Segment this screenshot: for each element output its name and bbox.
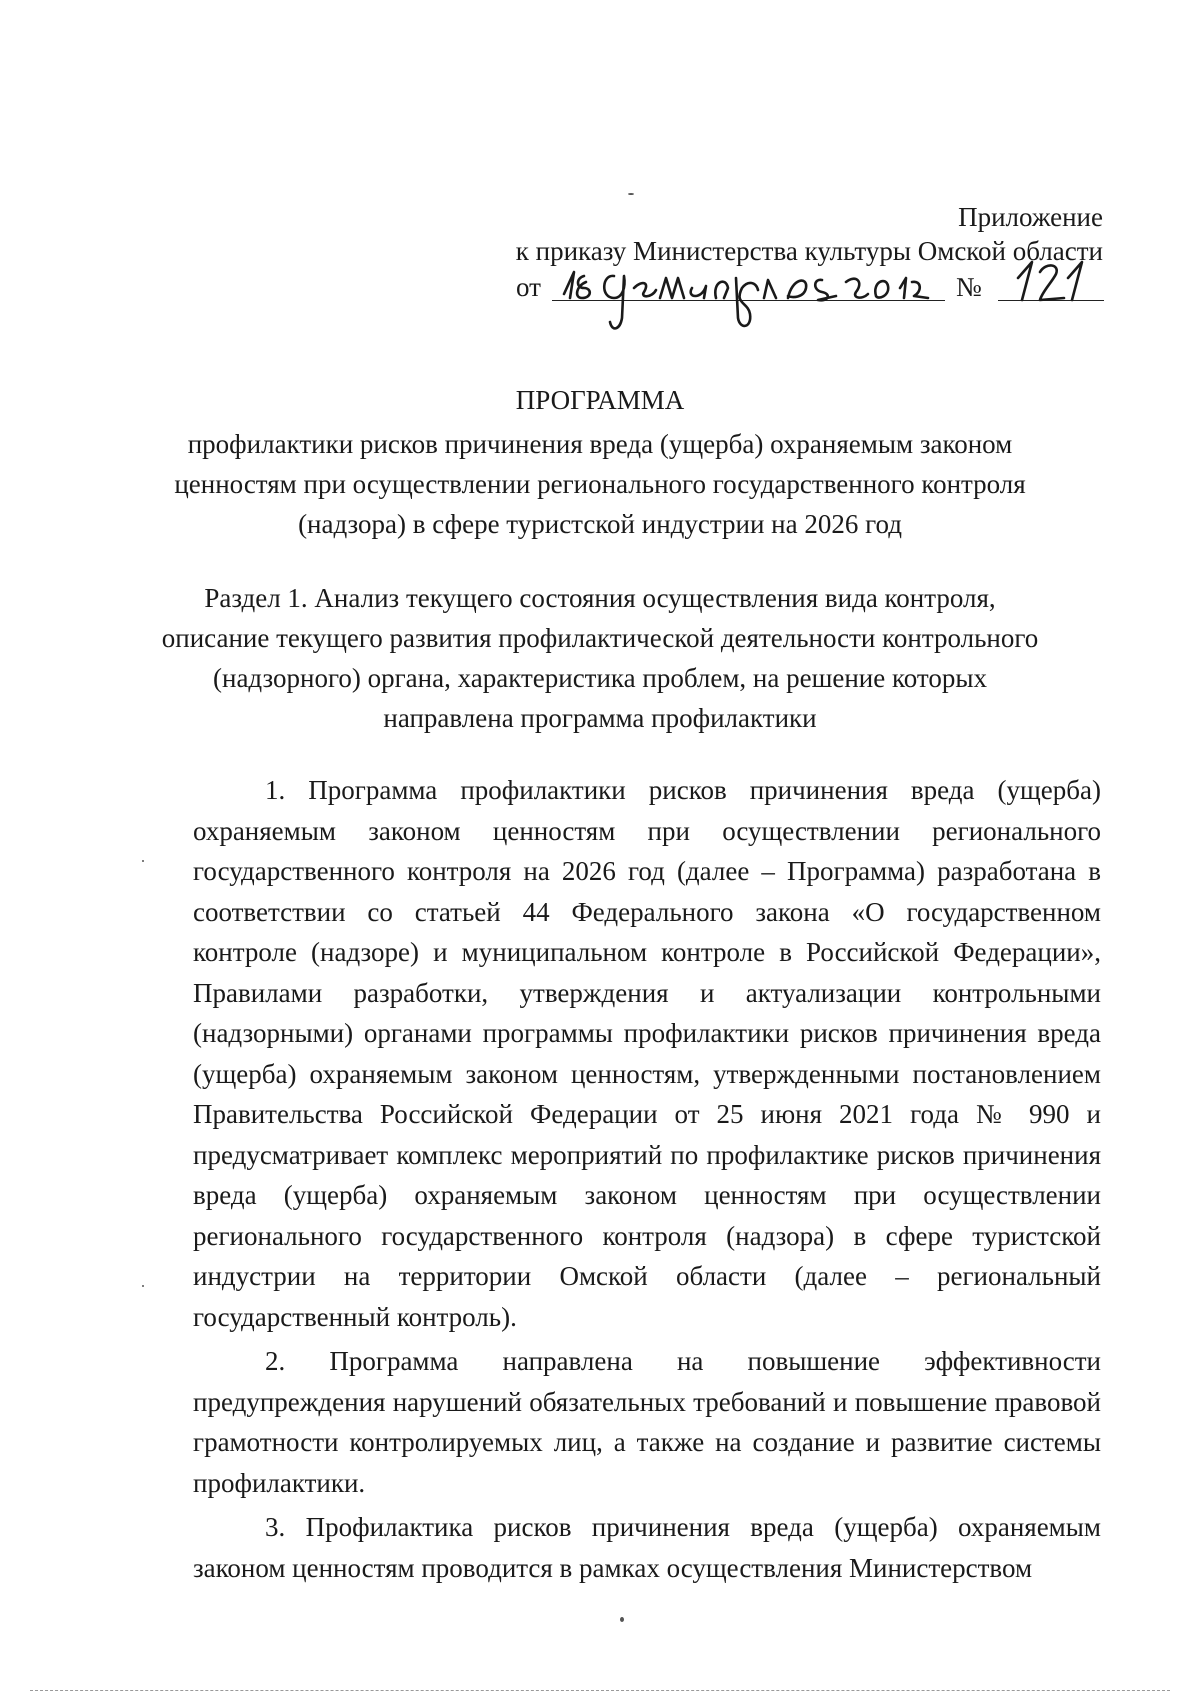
handwritten-date (556, 258, 946, 338)
scan-speck (628, 193, 634, 195)
from-label: от (516, 272, 541, 302)
paragraph-1: 1. Программа профилактики рисков причинения вреда (ущерба) охраняемым законом ценностям при осуществлении регионального государственного контроля на 2026 год (далее – Программа) разработана в соответствии со статьей 44 Федерального закона «О государственном контроле (надзоре) и муниципальном контроле в Российской Федерации», Правилами разработки, утверждения и актуализации контрольными (надзорными) органами программы профилактики рисков причинения вреда (ущерба) охраняемым законом ценностям, утвержденными постановлением Правительства Российской Федерации от 25 июня 2021 года № 990 и предусматривает комплекс мероприятий по профилактике рисков причинения вреда (ущерба) охраняемым законом ценностям при осуществлении регионального государственного контроля (надзора) в сфере туристской индустрии на территории Омской области (далее – региональный государственный контроль). (193, 775, 1101, 1332)
appendix-title: Приложение (958, 202, 1103, 232)
scan-speck (142, 860, 144, 862)
scan-speck (620, 1617, 624, 1622)
scan-bottom-edge (30, 1690, 1170, 1691)
program-heading: ПРОГРАММА (515, 385, 685, 415)
scan-speck (142, 1285, 144, 1287)
number-label: № (956, 272, 982, 302)
program-title (160, 380, 1040, 544)
body-text (193, 770, 1101, 1592)
appendix-order-reference: к приказу Министерства культуры Омской области (515, 236, 1103, 266)
program-subtitle: профилактики рисков причинения вреда (ущерба) охраняемым законом ценностям при осуществлении регионального государственного контроля (надзора) в сфере туристской индустрии на 2026 год (174, 429, 1026, 539)
paragraph-2: 2. Программа направлена на повышение эффективности предупреждения нарушений обязательных требований и повышение правовой грамотности контролируемых лиц, а также на создание и развитие системы профилактики. (193, 1346, 1101, 1498)
paragraph-3: 3. Профилактика рисков причинения вреда (ущерба) охраняемым законом ценностям проводится в рамках осуществления Министерством (193, 1512, 1101, 1583)
handwritten-number (1006, 256, 1096, 316)
section-1-heading: Раздел 1. Анализ текущего состояния осуществления вида контроля, описание текущего развития профилактической деятельности контрольного (надзорного) органа, характеристика проблем, на решение которых направлена программа профилактики (161, 583, 1039, 733)
order-date-number-row (516, 266, 1106, 306)
